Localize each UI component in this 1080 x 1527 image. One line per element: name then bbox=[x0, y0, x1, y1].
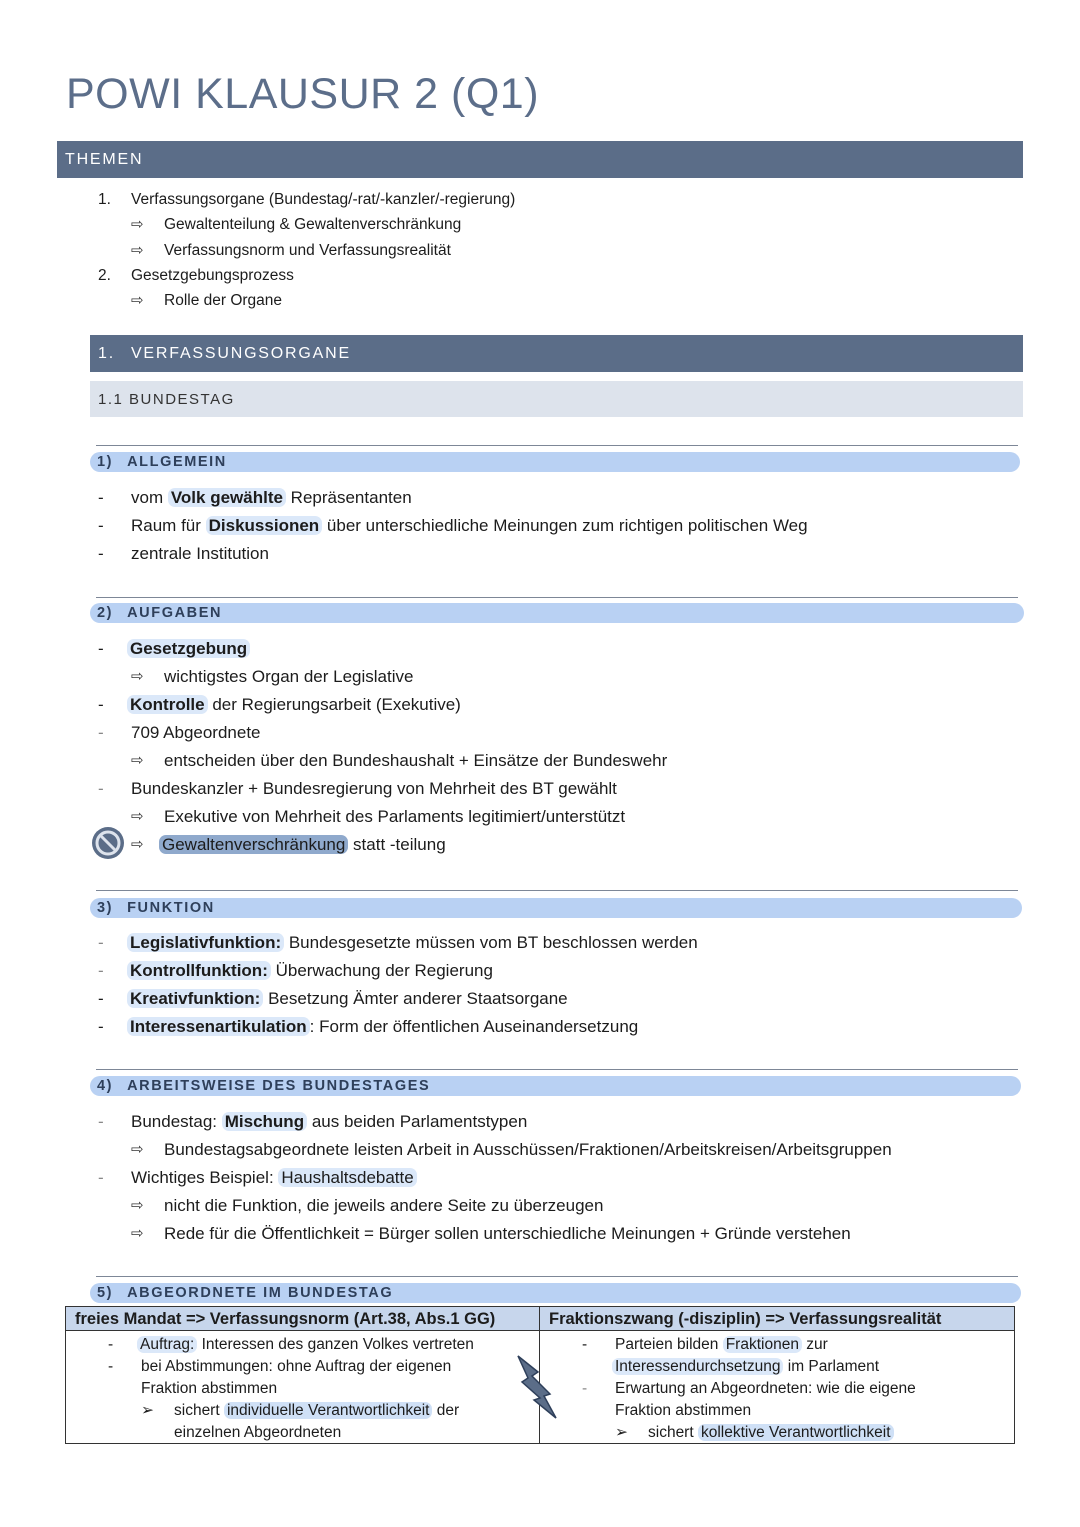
divider bbox=[96, 890, 1018, 891]
bullet: - bbox=[108, 1358, 114, 1375]
table-left-row-1 bbox=[137, 1334, 474, 1356]
subsection-header bbox=[90, 381, 1023, 417]
themen-header bbox=[57, 141, 1023, 178]
text-segment: Überwachung der Regierung bbox=[270, 961, 493, 980]
themen-item-num: 1. bbox=[98, 191, 111, 208]
abgeordnete-header bbox=[90, 1283, 1021, 1303]
bold-term: Interessenartikulation bbox=[127, 1017, 310, 1036]
highlighted-term: individuelle Verantwortlichkeit bbox=[224, 1402, 432, 1419]
funktion-line-4 bbox=[127, 1017, 638, 1037]
bullet: - bbox=[108, 1336, 114, 1353]
text-segment: vom bbox=[131, 488, 168, 507]
text-segment: Interessen des ganzen Volkes vertreten bbox=[197, 1336, 474, 1353]
themen-header-label: THEMEN bbox=[65, 150, 144, 168]
text-segment: Bundestag: bbox=[131, 1112, 222, 1131]
text-segment: im Parlament bbox=[783, 1358, 880, 1375]
prohibited-icon bbox=[90, 825, 126, 861]
divider bbox=[96, 1069, 1018, 1070]
themen-item-5-text: Rolle der Organe bbox=[164, 292, 283, 309]
arbeitsweise-num: 4) bbox=[97, 1078, 114, 1094]
text-segment: Besetzung Ämter anderer Staatsorgane bbox=[263, 989, 568, 1008]
arbeitsweise-line-1 bbox=[131, 1112, 527, 1132]
highlighted-term: Auftrag: bbox=[137, 1336, 197, 1353]
table-right-row-3: Erwartung an Abgeordneten: wie die eigene bbox=[615, 1380, 916, 1397]
text-segment: : Form der öffentlichen Auseinandersetzung bbox=[309, 1017, 639, 1036]
table-right-row-5 bbox=[648, 1422, 894, 1444]
bullet: - bbox=[98, 933, 104, 952]
bullet: - bbox=[98, 516, 104, 535]
funktion-header bbox=[90, 898, 1022, 918]
arrow-icon: ⇨ bbox=[131, 292, 144, 309]
arrow-icon: ⇨ bbox=[131, 668, 144, 685]
arrow-icon: ⇨ bbox=[131, 836, 144, 853]
aufgaben-line-5: entscheiden über den Bundeshaushalt + Einsätze der Bundeswehr bbox=[164, 751, 668, 770]
text-segment: der Regierungsarbeit (Exekutive) bbox=[207, 695, 461, 714]
arrow-icon: ⇨ bbox=[131, 808, 144, 825]
bullet: - bbox=[98, 488, 104, 507]
themen-item-4-text: Gesetzgebungsprozess bbox=[131, 267, 294, 284]
highlighted-term: kollektive Verantwortlichkeit bbox=[698, 1424, 894, 1441]
arrow-icon: ⇨ bbox=[131, 1141, 144, 1158]
bullet: - bbox=[98, 1168, 104, 1187]
aufgaben-title: AUFGABEN bbox=[127, 605, 223, 621]
section-1-num: 1. bbox=[98, 344, 115, 362]
text-segment: Raum für bbox=[131, 516, 206, 535]
table-left-row-5: einzelnen Abgeordneten bbox=[174, 1424, 342, 1441]
allgemein-title: ALLGEMEIN bbox=[127, 454, 227, 470]
bullet: - bbox=[98, 989, 104, 1008]
text-segment: Bundesgesetzte müssen vom BT beschlossen werden bbox=[284, 933, 698, 952]
arrow-icon: ⇨ bbox=[131, 1197, 144, 1214]
allgemein-line-2 bbox=[131, 516, 808, 536]
funktion-line-3 bbox=[127, 989, 568, 1009]
section-1-header bbox=[90, 335, 1023, 372]
text-segment: sichert bbox=[648, 1424, 698, 1441]
section-1-title: VERFASSUNGSORGANE bbox=[130, 344, 351, 362]
aufgaben-line-3 bbox=[127, 695, 461, 715]
bullet: - bbox=[98, 723, 104, 742]
text-segment: Wichtiges Beispiel: bbox=[131, 1168, 279, 1187]
funktion-title: FUNKTION bbox=[127, 900, 215, 916]
subsection-title: 1.1 BUNDESTAG bbox=[98, 390, 235, 408]
text-segment: über unterschiedliche Meinungen zum richtigen politischen Weg bbox=[322, 516, 808, 535]
text-segment: Repräsentanten bbox=[285, 488, 412, 507]
arrow-icon: ⇨ bbox=[131, 752, 144, 769]
arbeitsweise-line-2: Bundestagsabgeordnete leisten Arbeit in Ausschüssen/Fraktionen/Arbeitskreisen/Arbeitsgruppen bbox=[164, 1140, 892, 1159]
highlighted-term: Interessendurchsetzung bbox=[612, 1358, 783, 1375]
lightning-icon bbox=[514, 1352, 560, 1422]
bullet: - bbox=[98, 544, 104, 563]
themen-item-3-text: Verfassungsnorm und Verfassungsrealität bbox=[164, 242, 451, 259]
bullet: - bbox=[582, 1336, 588, 1353]
bullet: - bbox=[98, 695, 104, 714]
themen-item-num: 2. bbox=[98, 267, 111, 284]
table-right-row-4: Fraktion abstimmen bbox=[615, 1402, 752, 1419]
aufgaben-line-4: 709 Abgeordnete bbox=[131, 723, 261, 742]
bullet: - bbox=[98, 779, 104, 798]
bullet: - bbox=[582, 1380, 588, 1397]
arbeitsweise-title: ARBEITSWEISE DES BUNDESTAGES bbox=[127, 1078, 431, 1094]
bold-term: Kreativfunktion: bbox=[127, 989, 263, 1008]
bullet: - bbox=[98, 1112, 104, 1131]
text-segment: aus beiden Parlamentstypen bbox=[307, 1112, 528, 1131]
aufgaben-num: 2) bbox=[97, 605, 114, 621]
text-segment: zur bbox=[801, 1336, 828, 1353]
arbeitsweise-line-5: Rede für die Öffentlichkeit = Bürger sollen unterschiedliche Meinungen + Gründe verstehen bbox=[164, 1224, 851, 1243]
bold-term: Mischung bbox=[222, 1112, 307, 1131]
aufgaben-line-8 bbox=[159, 835, 446, 855]
abgeordnete-title: ABGEORDNETE IM BUNDESTAG bbox=[127, 1285, 394, 1301]
arbeitsweise-line-3 bbox=[131, 1168, 417, 1188]
table-divider bbox=[65, 1330, 1015, 1331]
arrowhead-icon: ➢ bbox=[615, 1424, 628, 1441]
bold-term: Legislativfunktion: bbox=[127, 933, 284, 952]
funktion-num: 3) bbox=[97, 900, 114, 916]
table-left-row-2: bei Abstimmungen: ohne Auftrag der eigenen bbox=[141, 1358, 452, 1375]
abgeordnete-num: 5) bbox=[97, 1285, 114, 1301]
themen-item-2-text: Gewaltenteilung & Gewaltenverschränkung bbox=[164, 216, 462, 233]
bold-term: Gesetzgebung bbox=[127, 639, 250, 658]
arrow-icon: ⇨ bbox=[131, 242, 144, 259]
allgemein-header bbox=[90, 452, 1020, 472]
aufgaben-header bbox=[90, 603, 1024, 623]
allgemein-line-1 bbox=[131, 488, 412, 508]
arbeitsweise-line-4: nicht die Funktion, die jeweils andere Seite zu überzeugen bbox=[164, 1196, 604, 1215]
bullet: - bbox=[98, 1017, 104, 1036]
bold-term: Kontrolle bbox=[127, 695, 208, 714]
allgemein-num: 1) bbox=[97, 454, 114, 470]
text-segment: Parteien bilden bbox=[615, 1336, 723, 1353]
bullet: - bbox=[98, 961, 104, 980]
aufgaben-line-6: Bundeskanzler + Bundesregierung von Mehrheit des BT gewählt bbox=[131, 779, 617, 798]
page-title: POWI KLAUSUR 2 (Q1) bbox=[66, 70, 540, 118]
table-left-row-4 bbox=[174, 1400, 459, 1422]
aufgaben-line-1 bbox=[127, 639, 250, 659]
arbeitsweise-header bbox=[90, 1076, 1021, 1096]
divider bbox=[96, 597, 1018, 598]
text-segment: statt -teilung bbox=[348, 835, 446, 854]
themen-item-1-text: Verfassungsorgane (Bundestag/-rat/-kanzler/-regierung) bbox=[131, 191, 516, 208]
table-right-row-1 bbox=[615, 1334, 828, 1356]
bold-term: Kontrollfunktion: bbox=[127, 961, 271, 980]
bold-term: Volk gewählte bbox=[168, 488, 286, 507]
aufgaben-line-2: wichtigstes Organ der Legislative bbox=[164, 667, 414, 686]
arrow-icon: ⇨ bbox=[131, 1225, 144, 1242]
table-header-left: freies Mandat => Verfassungsnorm (Art.38, Abs.1 GG) bbox=[66, 1307, 539, 1331]
allgemein-line-3: zentrale Institution bbox=[131, 544, 269, 563]
bullet: - bbox=[98, 639, 104, 658]
divider bbox=[96, 1276, 1018, 1277]
themen-item-1 bbox=[98, 190, 111, 210]
bold-term: Diskussionen bbox=[206, 516, 323, 535]
arrowhead-icon: ➢ bbox=[141, 1402, 154, 1419]
text-segment: sichert bbox=[174, 1402, 224, 1419]
table-left-row-3: Fraktion abstimmen bbox=[141, 1380, 278, 1397]
aufgaben-line-7: Exekutive von Mehrheit des Parlaments legitimiert/unterstützt bbox=[164, 807, 626, 826]
arrow-icon: ⇨ bbox=[131, 216, 144, 233]
funktion-line-1 bbox=[127, 933, 698, 953]
text-segment: der bbox=[432, 1402, 460, 1419]
highlighted-term: Haushaltsdebatte bbox=[278, 1168, 416, 1187]
funktion-line-2 bbox=[127, 961, 493, 981]
highlighted-term: Gewaltenverschränkung bbox=[159, 835, 348, 854]
highlighted-term: Fraktionen bbox=[723, 1336, 802, 1353]
table-right-row-2 bbox=[612, 1356, 879, 1378]
divider bbox=[96, 445, 1018, 446]
table-header-right: Fraktionszwang (-disziplin) => Verfassungsrealität bbox=[540, 1307, 1014, 1331]
